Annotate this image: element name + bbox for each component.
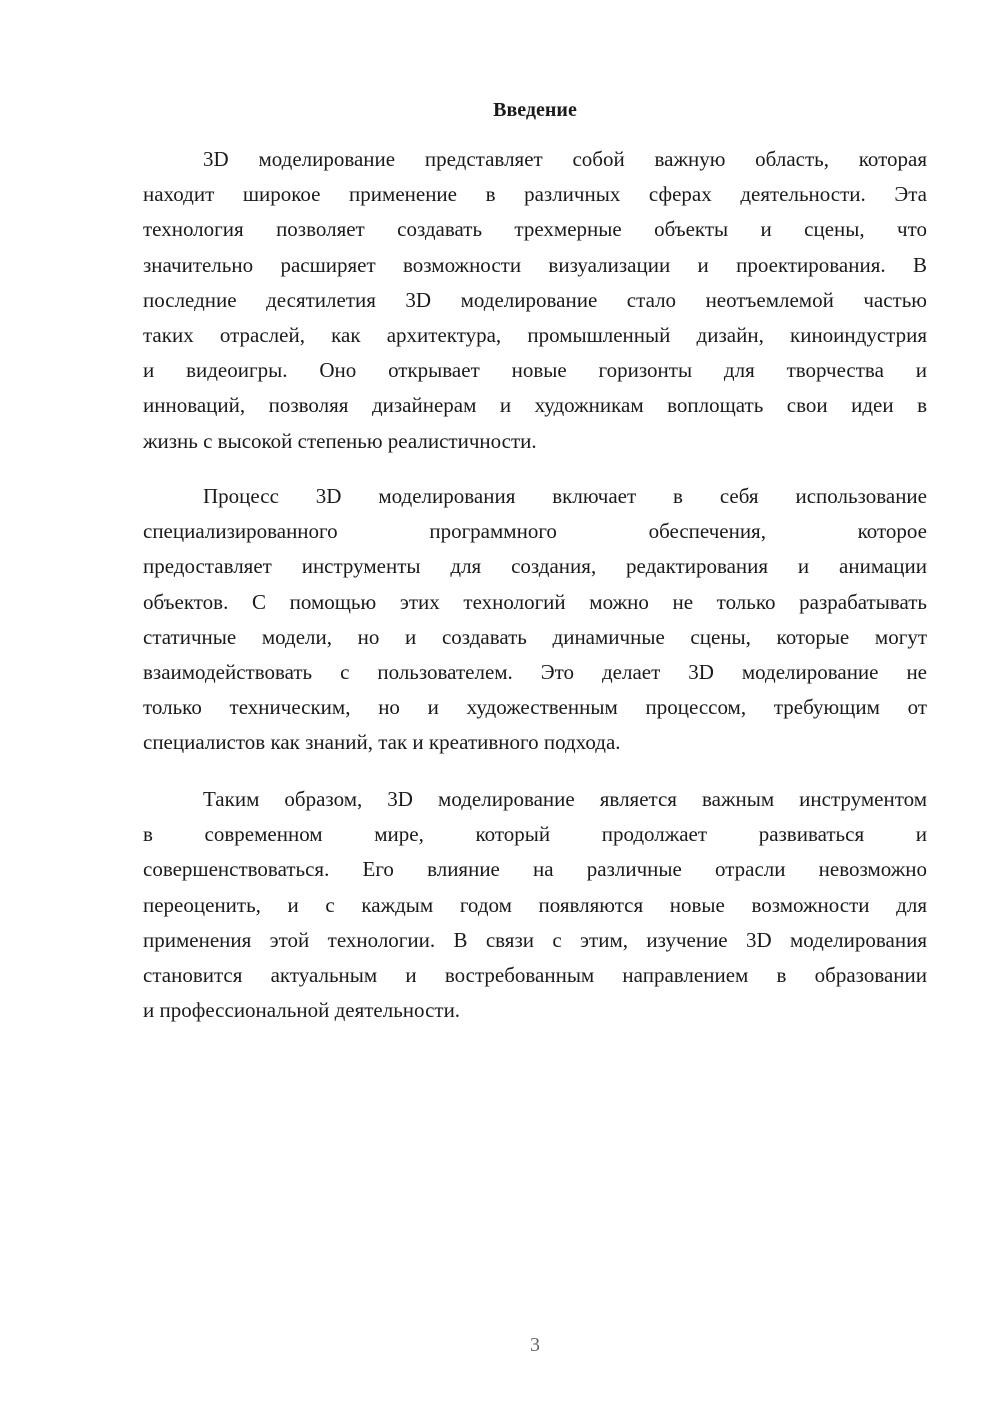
text-line: совершенствоваться. Его влияние на различные отрасли невозможно [143, 857, 927, 882]
text-line: таких отраслей, как архитектура, промышленный дизайн, киноиндустрия [143, 322, 927, 347]
section-title: Введение [493, 99, 577, 121]
paragraph-3 [143, 782, 927, 1028]
text-line: статичные модели, но и создавать динамичные сцены, которые могут [143, 624, 927, 649]
text-line: жизнь с высокой степенью реалистичности. [143, 428, 537, 453]
paragraph-1 [143, 142, 927, 459]
page-number: 3 [530, 1334, 540, 1356]
paragraph-2 [143, 479, 927, 761]
text-line: переоценить, и с каждым годом появляются новые возможности для [143, 892, 927, 917]
text-line: Таким образом, 3D моделирование является важным инструментом [203, 787, 927, 811]
text-line: специализированного программного обеспечения, которое [143, 519, 927, 544]
text-line: только техническим, но и художественным процессом, требующим от [143, 695, 927, 720]
text-line: специалистов как знаний, так и креативного подхода. [143, 730, 621, 755]
text-line: значительно расширяет возможности визуализации и проектирования. В [143, 252, 927, 277]
text-line: применения этой технологии. В связи с этим, изучение 3D моделирования [143, 927, 927, 952]
text-line: становится актуальным и востребованным направлением в образовании [143, 962, 927, 987]
text-line: инноваций, позволяя дизайнерам и художникам воплощать свои идеи в [143, 393, 927, 418]
text-line: объектов. С помощью этих технологий можно не только разрабатывать [143, 589, 927, 614]
text-line: предоставляет инструменты для создания, редактирования и анимации [143, 554, 927, 579]
text-line: в современном мире, который продолжает развиваться и [143, 822, 927, 847]
text-line: находит широкое применение в различных сферах деятельности. Эта [143, 182, 927, 207]
text-line: 3D моделирование представляет собой важную область, которая [203, 147, 927, 171]
text-line: последние десятилетия 3D моделирование стало неотъемлемой частью [143, 287, 927, 312]
text-line: и видеоигры. Оно открывает новые горизонты для творчества и [143, 358, 927, 383]
text-line: технология позволяет создавать трехмерные объекты и сцены, что [143, 217, 927, 242]
text-line: и профессиональной деятельности. [143, 998, 461, 1023]
text-line: взаимодействовать с пользователем. Это делает 3D моделирование не [143, 659, 927, 684]
text-line: Процесс 3D моделирования включает в себя использование [203, 484, 927, 508]
